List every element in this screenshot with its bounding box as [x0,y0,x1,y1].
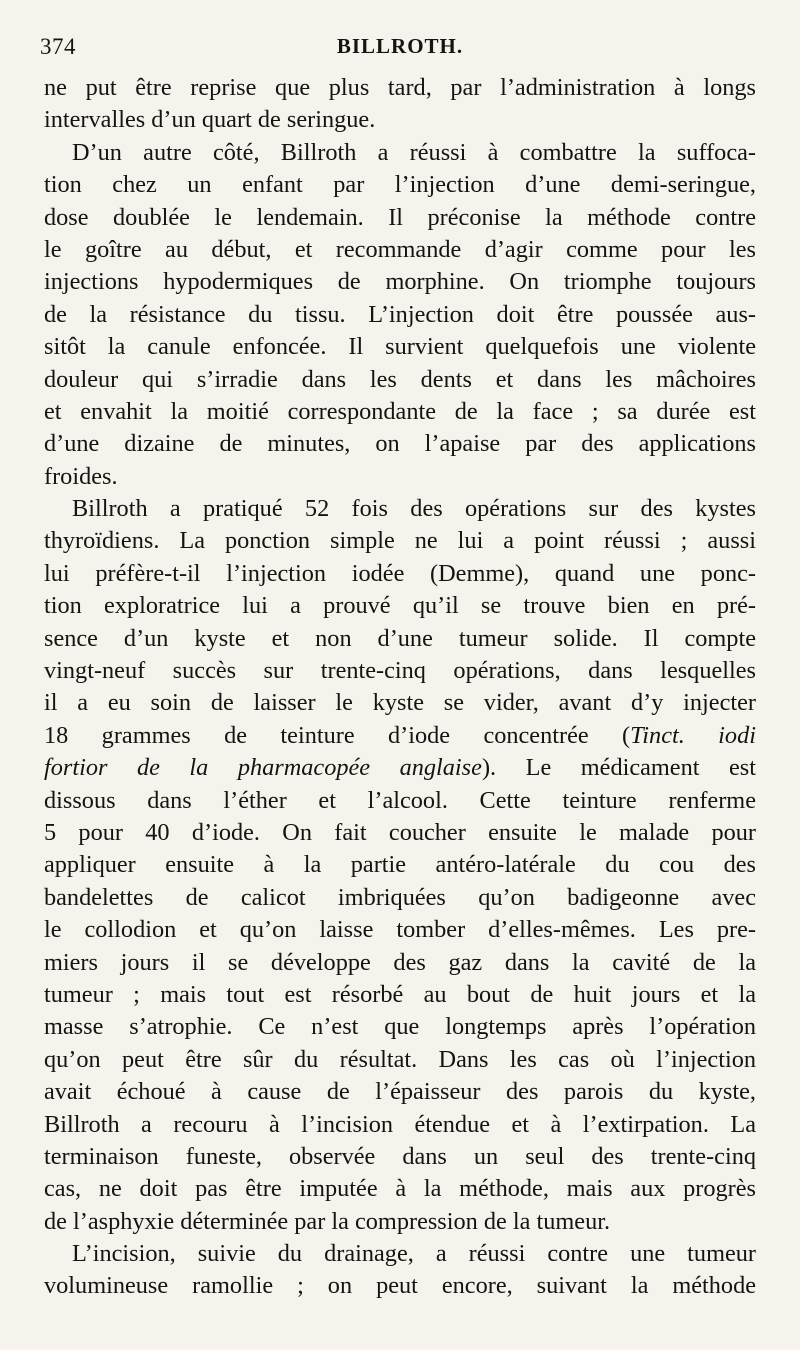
body-text [44,72,756,1303]
text-line: injections hypodermiques de morphine. On triomphe toujours [44,268,756,296]
text-line: thyroïdiens. La ponction simple ne lui a point réussi ; aussi [44,527,756,555]
text-span: ). Le médicament est [481,754,756,782]
text-line: volumineuse ramollie ; on peut encore, suivant la méthode [44,1272,756,1300]
text-line: ne put être reprise que plus tard, par l’administration à longs [44,74,756,101]
text-line: douleur qui s’irradie dans les dents et dans les mâchoires [44,365,756,393]
text-line: froides. [44,462,118,490]
text-line: L’incision, suivie du drainage, a réussi contre une tumeur [72,1240,756,1268]
italic-text: Tinct. iodi [630,721,756,749]
text-line: terminaison funeste, observée dans un seul des trente-cinq [44,1142,756,1170]
text-line: tion exploratrice lui a prouvé qu’il se trouve bien en pré- [44,592,756,620]
text-line: cas, ne doit pas être imputée à la méthode, mais aux progrès [44,1175,756,1203]
page-header [40,34,760,64]
text-line: sitôt la canule enfoncée. Il survient quelquefois une violente [44,333,756,361]
text-line: il a eu soin de laisser le kyste se vider, avant d’y injecter [44,689,756,717]
text-line: masse s’atrophie. Ce n’est que longtemps après l’opération [44,1013,756,1041]
text-line: qu’on peut être sûr du résultat. Dans les cas où l’injection [44,1045,756,1073]
text-line: intervalles d’un quart de seringue. [44,106,376,134]
text-line [44,720,756,752]
text-line: de la résistance du tissu. L’injection doit être poussée aus- [44,300,756,328]
text-line: Billroth a pratiqué 52 fois des opérations sur des kystes [72,495,756,523]
text-line: dose doublée le lendemain. Il préconise la méthode contre [44,203,756,231]
text-line: appliquer ensuite à la partie antéro-latérale du cou des [44,851,756,879]
text-line: avait échoué à cause de l’épaisseur des parois du kyste, [44,1078,756,1106]
text-line: Billroth a recouru à l’incision étendue et à l’extirpation. La [44,1110,756,1138]
italic-text: fortior de la pharmacopée anglaise [44,754,482,782]
text-line: vingt-neuf succès sur trente-cinq opérations, dans lesquelles [44,657,756,685]
text-span: 18 grammes de teinture d’iode concentrée ( [44,721,631,749]
text-line: de l’asphyxie déterminée par la compression de la tumeur. [44,1207,611,1235]
text-line: lui préfère-t-il l’injection iodée (Demme), quand une ponc- [44,559,756,587]
text-line: dissous dans l’éther et l’alcool. Cette teinture renferme [44,786,756,814]
running-head: BILLROTH. [336,34,464,58]
text-line: bandelettes de calicot imbriquées qu’on badigeonne avec [44,883,756,911]
text-line: le goître au début, et recommande d’agir comme pour les [44,235,756,263]
text-line: tumeur ; mais tout est résorbé au bout de huit jours et la [44,980,756,1008]
text-line: d’une dizaine de minutes, on l’apaise par des applications [44,430,756,458]
text-line: le collodion et qu’on laisse tomber d’elles-mêmes. Les pre- [44,916,756,944]
text-line: miers jours il se développe des gaz dans la cavité de la [44,948,756,976]
text-line: sence d’un kyste et non d’une tumeur solide. Il compte [44,624,756,652]
text-line: tion chez un enfant par l’injection d’une demi-seringue, [44,171,756,199]
page-number: 374 [40,34,76,59]
text-line: D’un autre côté, Billroth a réussi à combattre la suffoca- [72,138,756,166]
text-line: 5 pour 40 d’iode. On fait coucher ensuite le malade pour [44,818,756,846]
text-line [44,752,756,784]
text-line: et envahit la moitié correspondante de la face ; sa durée est [44,397,756,425]
